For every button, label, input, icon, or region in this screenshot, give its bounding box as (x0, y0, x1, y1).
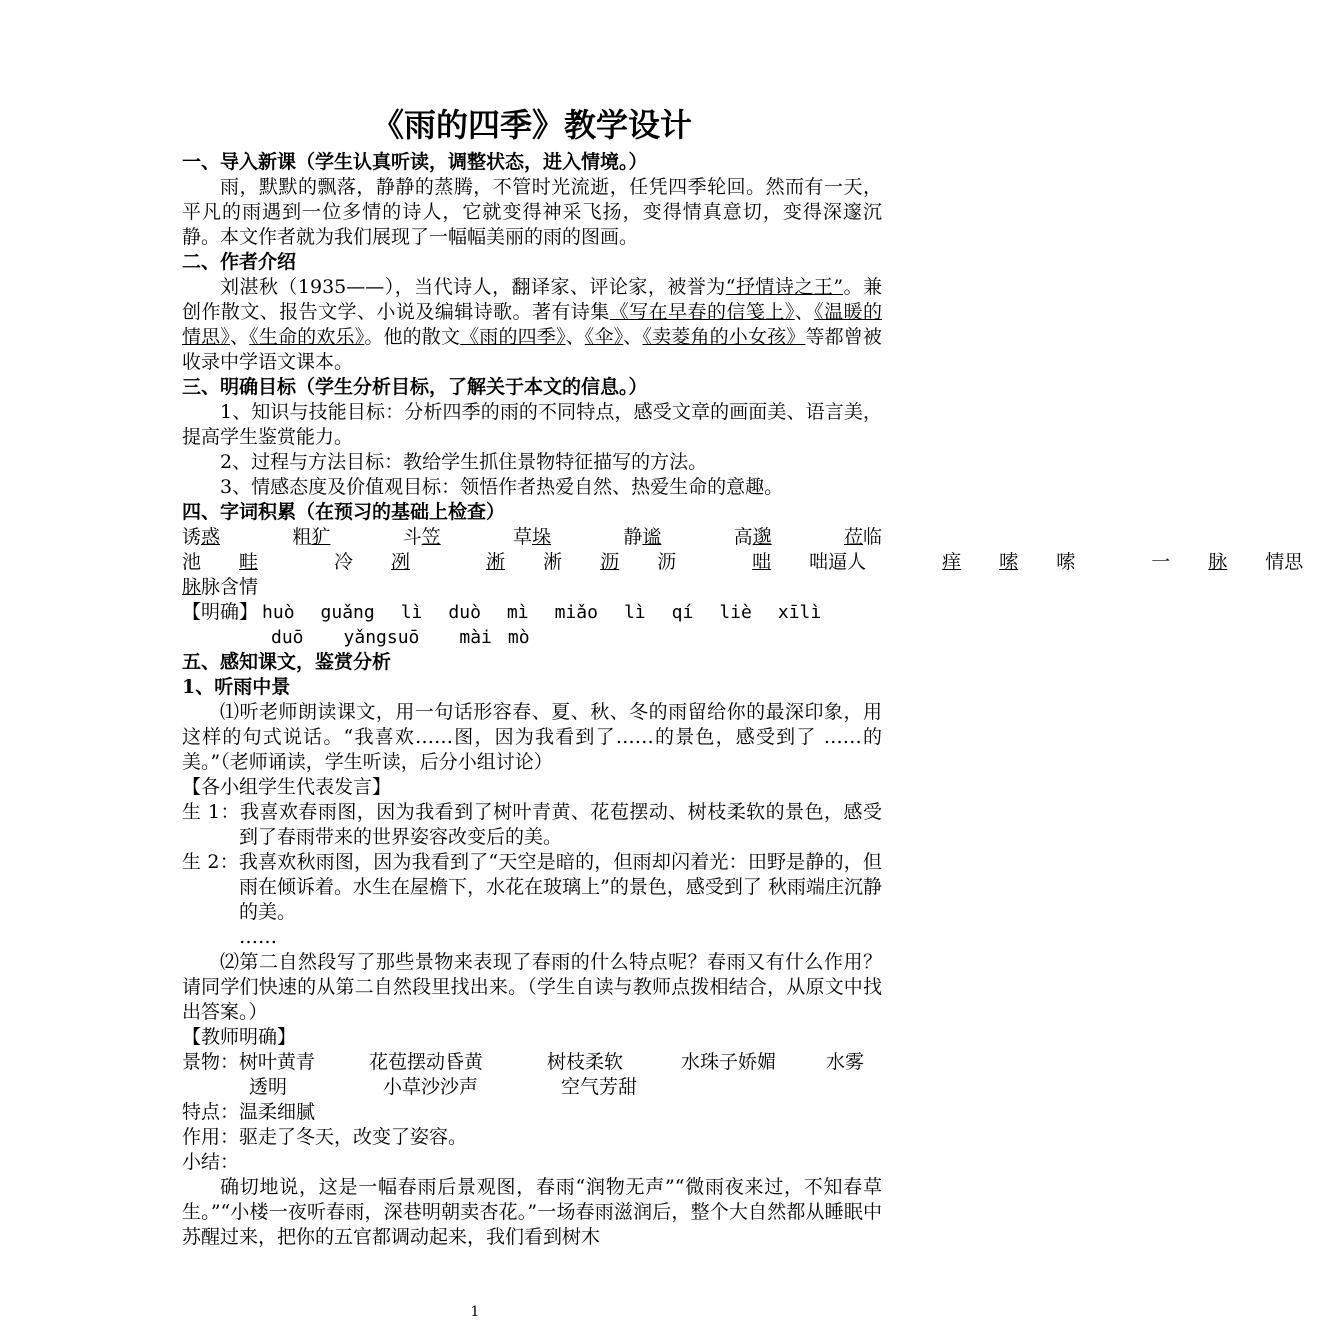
text-run: 刘湛秋（1935——），当代诗人，翻译家、评论家，被誉为 (220, 276, 726, 298)
section-heading-vocabulary: 四、字词积累（在预习的基础上检查） (182, 501, 506, 523)
vocab-word: 咄 咄逼人 (752, 551, 867, 573)
vocab-word: 淅 淅 沥 沥 (486, 551, 677, 573)
vocabulary-row (182, 550, 1304, 575)
goal-item: 3、情感态度及价值观目标：领悟作者热爱自然、热爱生命的意趣。 (220, 476, 784, 498)
pinyin: guǎng (320, 602, 375, 623)
vocabulary-row (182, 525, 882, 550)
vocab-char: 脉 (182, 576, 202, 598)
underlined-text: 《写在早春的信笺上》 (609, 301, 795, 323)
scenery-item: 水雾 (826, 1051, 865, 1073)
student-answer: 生 2：我喜欢秋雨图，因为我看到了“天空是暗的，但雨却闪着光：田野是静的，但雨在倾诉着。水生在屋檐下，水花在玻璃上”的景色，感受到了 秋雨端庄沉静的美。 (182, 851, 882, 923)
pinyin: huò (262, 602, 295, 623)
summary-label: 小结： (182, 1151, 240, 1173)
pinyin: lì (400, 602, 423, 623)
vocab-word: 冷 冽 (334, 551, 411, 573)
text-run: 、 (623, 326, 643, 348)
document-page (182, 100, 1304, 1250)
text-run: 、 (794, 301, 815, 323)
vocab-word: 痒 嗦 嗦 (942, 551, 1076, 573)
scenery-item: 水珠子娇媚 (681, 1051, 777, 1073)
vocab-word: 斗笠 (402, 526, 441, 548)
vocab-word: 粗犷 (292, 526, 331, 548)
vocab-word: 诱惑 (182, 526, 221, 548)
student-answer: 生 1：我喜欢春雨图，因为我看到了树叶青黄、花苞摆动、树枝柔软的景色，感受到了春雨带来的世界姿容改变后的美。 (182, 801, 882, 848)
text-run: 、 (565, 326, 585, 348)
vocab-char: 脉含情 (201, 576, 259, 598)
scenery-item: 树枝柔软 (547, 1051, 624, 1073)
underlined-text: 《卖菱角的小女孩》 (642, 326, 806, 348)
vocab-word: 高邈 (733, 526, 772, 548)
scenery-item: 树叶黄青 (239, 1051, 316, 1073)
vocab-word: 池 畦 (182, 551, 259, 573)
underlined-text: 《温暖的情思》 (182, 301, 882, 348)
scenery-row (182, 1050, 882, 1075)
text-run: 、 (230, 326, 250, 348)
underlined-text: 《雨的四季》 (460, 326, 566, 348)
pinyin: yǎngsuō (343, 627, 420, 648)
effect-line: 作用：驱走了冬天，改变了姿容。 (182, 1126, 468, 1148)
vocabulary-row (182, 575, 882, 600)
vocab-word: 一 脉 情思 (1151, 551, 1304, 573)
pinyin: duō (271, 627, 304, 648)
pinyin: mài (459, 627, 492, 648)
question-paragraph: ⑵第二自然段写了那些景物来表现了春雨的什么特点呢？春雨又有什么作用？请同学们快速的从第二自然段里找出来。（学生自读与教师点拨相结合，从原文中找出答案。） (182, 951, 882, 1023)
vocab-word: 草垛 (512, 526, 552, 548)
pinyin: lì (623, 602, 646, 623)
text-run: 等都曾被收录中学语文课本。 (182, 326, 882, 373)
intro-paragraph: 雨，默默的飘落，静静的蒸腾，不管时光流逝，任凭四季轮回。然而有一天，平凡的雨遇到一位多情的诗人，它就变得神采飞扬，变得情真意切，变得深邃沉静。本文作者就为我们展现了一幅幅美丽的雨的图画。 (182, 176, 882, 248)
group-label: 【各小组学生代表发言】 (182, 776, 392, 798)
underlined-text: 《伞》 (584, 326, 624, 348)
pinyin: mì (506, 602, 529, 623)
pinyin-row (182, 625, 882, 650)
section-heading-goals: 三、明确目标（学生分析目标，了解关于本文的信息。） (182, 376, 648, 398)
section-heading-author: 二、作者介绍 (182, 251, 297, 273)
scenery-item: 小草沙沙声 (383, 1076, 479, 1098)
pinyin: qí (671, 602, 694, 623)
summary-paragraph: 确切地说，这是一幅春雨后景观图，春雨“润物无声”“微雨夜来过，不知春草生。”“小楼一夜听春雨，深巷明朝卖杏花。”一场春雨滋润后，整个大自然都从睡眠中苏醒过来，把你的五官都调动起来，我们看到树木 (182, 1176, 882, 1248)
text-run: 。兼创作散文、报告文学、小说及编辑诗歌。著有诗集 (182, 276, 882, 323)
underlined-text: “抒情诗之王” (725, 276, 844, 298)
subsection-heading: 1、听雨中景 (182, 676, 291, 698)
document-title: 《雨的四季》教学设计 (371, 106, 692, 144)
pinyin: xīlì (777, 602, 822, 623)
underlined-text: 《生命的欢乐》 (249, 326, 365, 348)
scenery-item: 空气芳甜 (561, 1076, 638, 1098)
pinyin: liè (719, 602, 752, 623)
pinyin: miǎo (554, 602, 598, 623)
question-paragraph: ⑴听老师朗读课文，用一句话形容春、夏、秋、冬的雨留给你的最深印象，用这样的句式说话。“我喜欢……图，因为我看到了……的景色，感受到了 ……的美。”（老师诵读，学生听读，后分小组讨论） (182, 701, 882, 773)
pinyin-row (182, 600, 882, 625)
scenery-item: 花苞摆动昏黄 (369, 1051, 484, 1073)
goal-item: 2、过程与方法目标：教给学生抓住景物特征描写的方法。 (220, 451, 708, 473)
text-run: 。他的散文 (364, 326, 461, 348)
teacher-label: 【教师明确】 (182, 1026, 297, 1048)
section-heading-intro: 一、导入新课（学生认真听读，调整状态，进入情境。） (182, 151, 648, 173)
pinyin: duò (448, 602, 481, 623)
author-paragraph (182, 275, 882, 375)
feature-line: 特点：温柔细腻 (182, 1101, 316, 1123)
vocab-word: 莅临 (843, 526, 882, 548)
answer-label: 【明确】 (182, 601, 259, 623)
scenery-row (182, 1075, 882, 1100)
pinyin: mò (507, 627, 530, 648)
section-heading-analysis: 五、感知课文，鉴赏分析 (182, 651, 392, 673)
scenery-label: 景物： (182, 1051, 240, 1073)
goal-item: 1、知识与技能目标：分析四季的雨的不同特点，感受文章的画面美、语言美，提高学生鉴赏能力。 (182, 401, 882, 448)
vocab-word: 静谧 (623, 526, 662, 548)
page-number: 1 (470, 1304, 480, 1320)
scenery-item: 透明 (249, 1076, 288, 1098)
ellipsis: …… (239, 926, 277, 948)
